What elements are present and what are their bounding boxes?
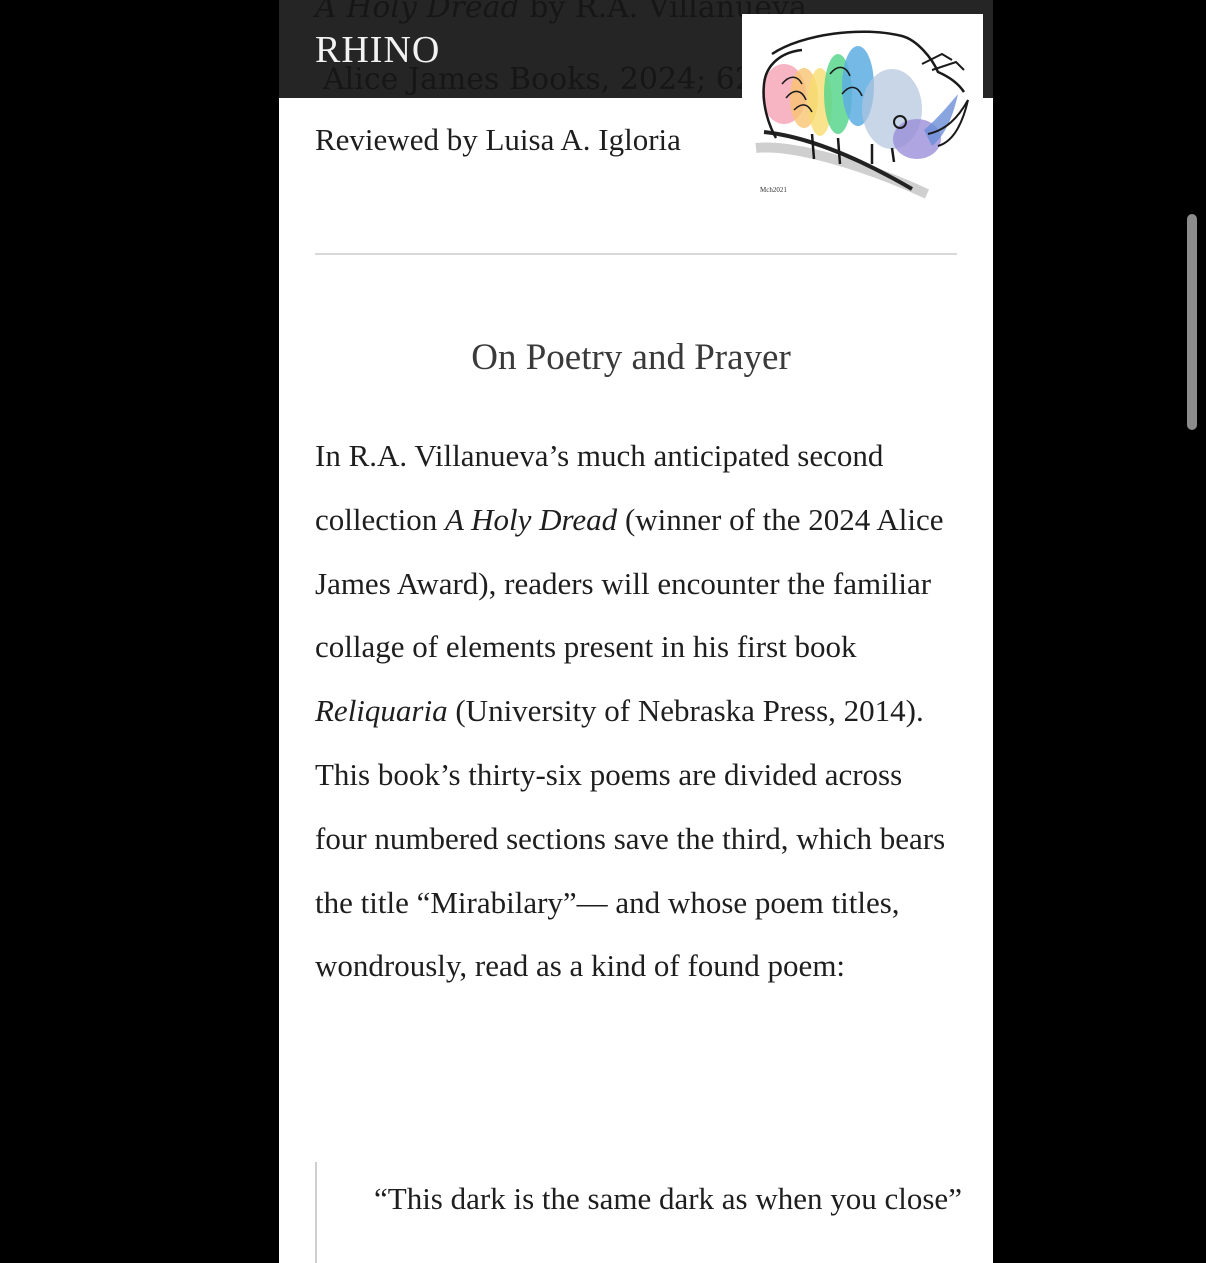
paragraph-text: In R.A. Villanueva’s much anticipated second collection <box>315 438 884 537</box>
article-page <box>279 0 993 1263</box>
section-title: On Poetry and Prayer <box>471 337 791 378</box>
divider <box>315 253 957 255</box>
rhino-illustration <box>742 14 983 202</box>
review-paragraph <box>315 424 960 998</box>
blockquote <box>315 1162 962 1263</box>
site-brand[interactable]: RHINO <box>315 29 441 71</box>
book-title-italic: A Holy Dread <box>444 501 618 537</box>
artist-signature: Mch2021 <box>760 186 787 194</box>
paragraph-text: (winner of the 2024 Alice James Award), readers will encounter the familiar collage of elements present in his first book <box>315 501 944 665</box>
first-book-title-italic: Reliquaria <box>315 693 448 729</box>
reviewer-byline: Reviewed by Luisa A. Igloria <box>315 122 681 157</box>
quote-text: “This dark is the same dark as when you close” <box>374 1181 962 1216</box>
scrollbar-thumb[interactable] <box>1187 214 1197 430</box>
paragraph-text: (University of Nebraska Press, 2014). This book’s thirty-six poems are divided across four numbered sections save the third, which bears the title “Mirabilary”— and whose poem titles, wondrously, read as a kind of found poem: <box>315 693 946 984</box>
rhino-logo-image <box>742 14 983 202</box>
